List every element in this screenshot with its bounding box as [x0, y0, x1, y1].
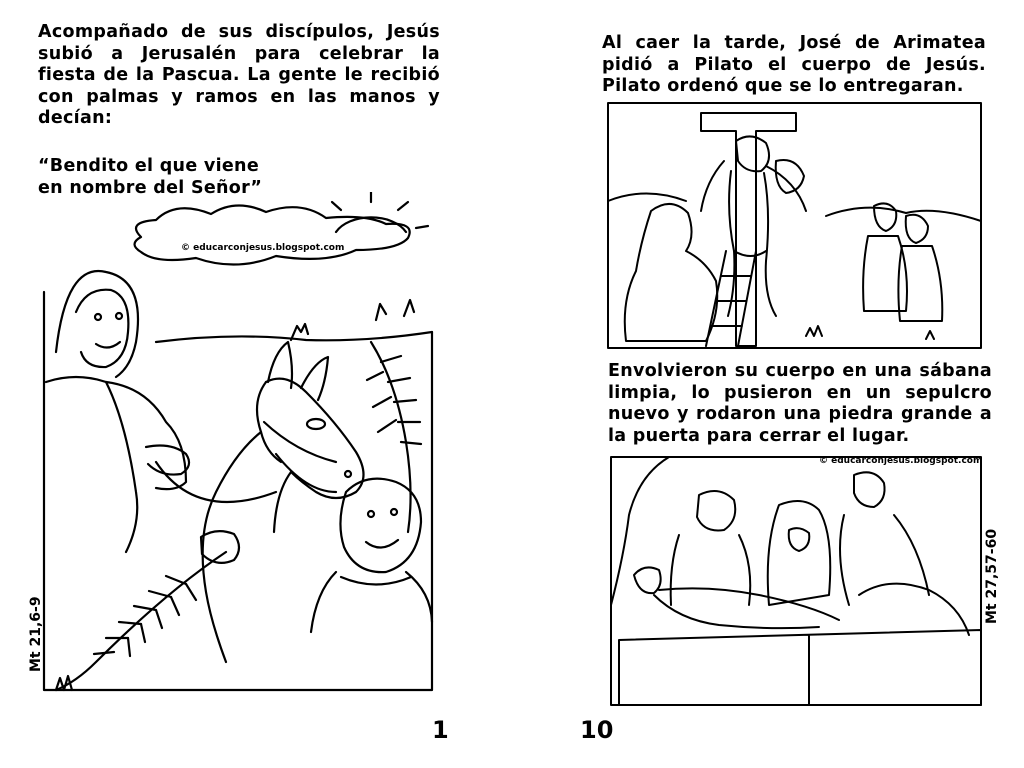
top-line: pidió a Pilato el cuerpo de Jesús. — [602, 54, 986, 75]
middle-line: Envolvieron su cuerpo en una sábana — [608, 361, 992, 381]
cloud-shape — [135, 205, 410, 264]
middle-line: limpia, lo pusieron en un sepulcro — [608, 382, 992, 403]
right-page-number: 10 — [580, 716, 614, 744]
burial-illustration — [609, 455, 983, 707]
deposition-illustration — [606, 101, 983, 350]
intro-line: con palmas y ramos en las manos y — [38, 86, 440, 107]
right-middle-text — [608, 361, 992, 447]
middle-line: nuevo y rodaron una piedra grande a — [608, 404, 992, 424]
right-top-text — [602, 33, 986, 98]
quote-line: “Bendito el que viene — [38, 156, 259, 176]
illustration-frame — [608, 103, 981, 348]
sun-icon — [332, 192, 428, 232]
middle-line: la puerta para cerrar el lugar. — [608, 425, 910, 446]
top-line: Al caer la tarde, José de Arimatea — [602, 33, 986, 53]
quote-line: en nombre del Señor” — [38, 177, 263, 198]
right-scripture-reference: Mt 27,57-60 — [984, 528, 1000, 624]
top-line: Pilato ordenó que se lo entregaran. — [602, 76, 964, 96]
intro-line: decían: — [38, 108, 113, 128]
palm-sunday-illustration — [36, 192, 446, 695]
left-page-number: 1 — [432, 716, 449, 744]
left-intro-text — [38, 22, 440, 130]
illustration-frame — [44, 292, 432, 690]
tomb-stone — [619, 630, 981, 705]
left-scripture-reference: Mt 21,6-9 — [28, 596, 44, 672]
right-credit: © educarconjesus.blogspot.com — [819, 456, 983, 466]
intro-line: subió a Jerusalén para celebrar la — [38, 43, 440, 64]
intro-line: Acompañado de sus discípulos, Jesús — [38, 22, 440, 42]
intro-line: fiesta de la Pascua. La gente le recibió — [38, 65, 440, 85]
left-credit: © educarconjesus.blogspot.com — [181, 243, 345, 253]
